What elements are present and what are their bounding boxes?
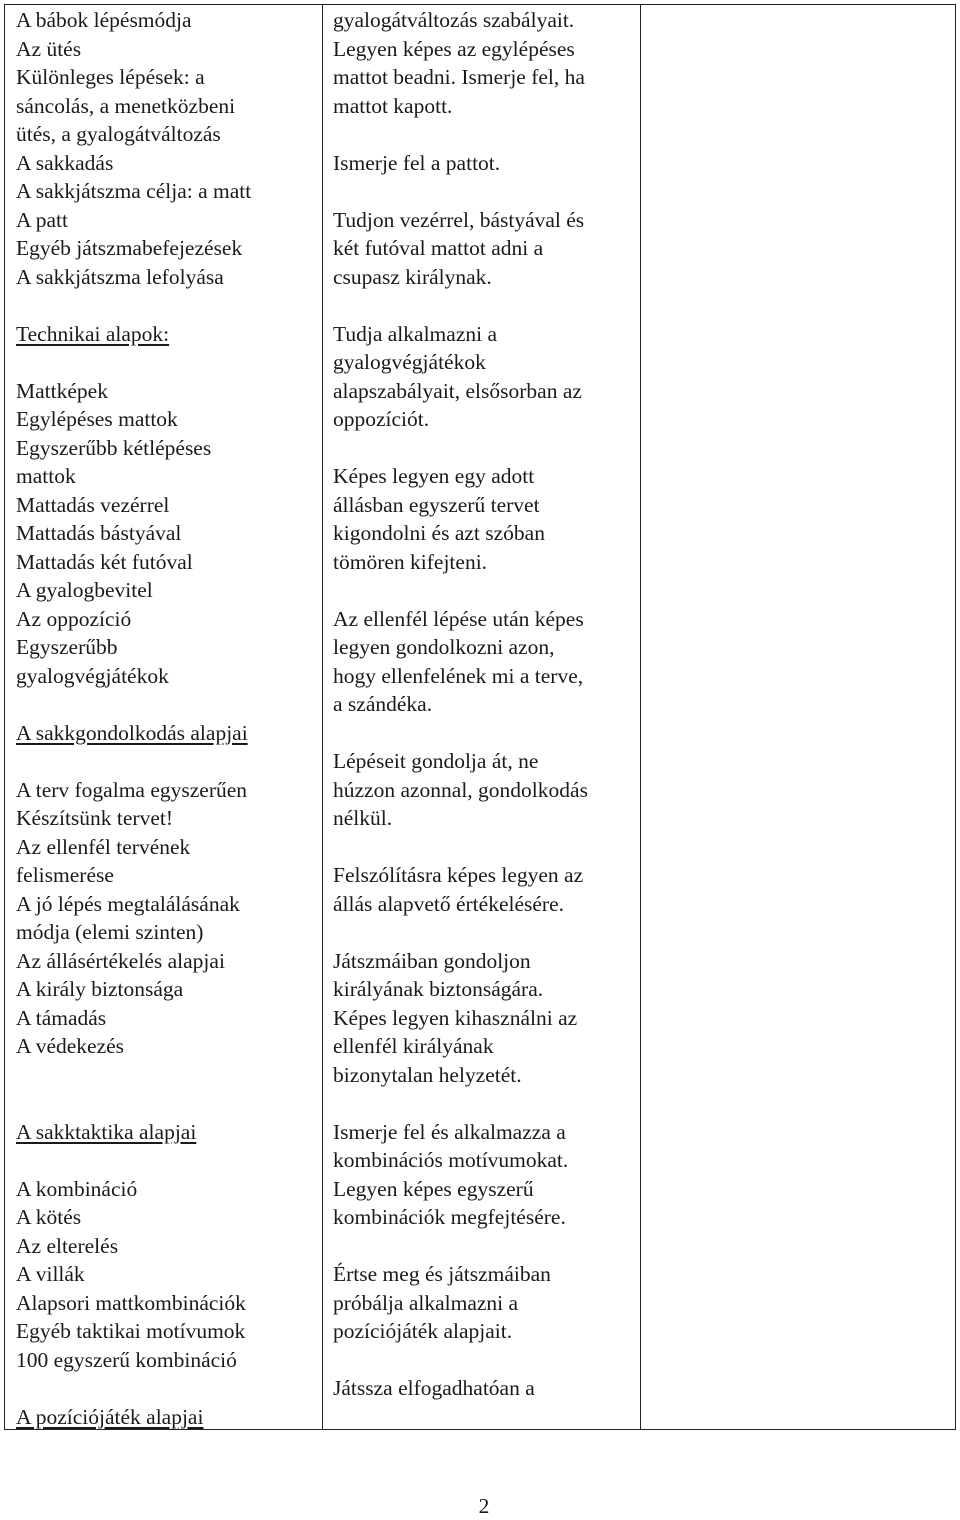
- topic-line: Az ellenfél tervének: [16, 834, 191, 859]
- topic-line: A sakkadás: [16, 150, 114, 175]
- section-heading-sakkgondolkodas: A sakkgondolkodás alapjai: [16, 720, 248, 745]
- spacer: [333, 177, 640, 206]
- notes-column: [641, 5, 955, 1429]
- topic-line: A bábok lépésmódja: [16, 8, 192, 32]
- topic-line: Egyéb játszmabefejezések: [16, 236, 243, 260]
- requirement-line: Játszmáiban gondoljon: [333, 948, 531, 973]
- requirement-line: Legyen képes az egylépéses: [333, 36, 575, 61]
- requirement-line: kombinációk megfejtésére.: [333, 1205, 566, 1229]
- spacer: [333, 576, 640, 605]
- requirement-line: Képes legyen kihasználni az: [333, 1005, 578, 1030]
- topic-line: gyalogvégjátékok: [16, 663, 169, 688]
- requirement-line: mattot kapott.: [333, 93, 453, 118]
- topic-line: Az oppozíció: [16, 606, 132, 631]
- spacer: [333, 719, 640, 748]
- requirement-line: Ismerje fel a pattot.: [333, 150, 501, 175]
- topic-line: Mattadás vezérrel: [16, 492, 170, 517]
- topics-column: [5, 5, 323, 1429]
- requirement-line: állásban egyszerű tervet: [333, 492, 540, 517]
- spacer: [333, 1232, 640, 1261]
- spacer: [16, 348, 322, 377]
- requirement-line: kombinációs motívumokat.: [333, 1148, 569, 1172]
- spacer: [16, 1374, 322, 1403]
- topic-line: Mattadás bástyával: [16, 521, 182, 545]
- topic-line: A villák: [16, 1262, 85, 1286]
- requirement-line: gyalogvégjátékok: [333, 350, 486, 374]
- requirements-column: [323, 5, 641, 1429]
- topic-line: A terv fogalma egyszerűen: [16, 777, 248, 802]
- requirement-line: Ismerje fel és alkalmazza a: [333, 1119, 566, 1144]
- topic-line: Mattképek: [16, 378, 108, 403]
- spacer: [333, 434, 640, 463]
- topic-line: 100 egyszerű kombináció: [16, 1347, 237, 1372]
- page-number: 2: [478, 1494, 490, 1518]
- spacer: [16, 747, 322, 776]
- topic-line: Alapsori mattkombinációk: [16, 1290, 246, 1315]
- topic-line: módja (elemi szinten): [16, 920, 204, 944]
- topic-line: A jó lépés megtalálásának: [16, 891, 240, 916]
- topic-line: Egyszerűbb kétlépéses: [16, 435, 212, 460]
- requirement-line: gyalogátváltozás szabályait.: [333, 8, 575, 32]
- topic-line: Az állásértékelés alapjai: [16, 948, 225, 973]
- topics-cell: [5, 5, 322, 1431]
- requirement-line: Játssza elfogadhatóan a: [333, 1376, 535, 1400]
- spacer: [333, 1346, 640, 1375]
- topic-line: felismerése: [16, 863, 114, 887]
- topic-line: Készítsünk tervet!: [16, 806, 174, 830]
- topic-line: ütés, a gyalogátváltozás: [16, 122, 221, 146]
- topic-line: A támadás: [16, 1005, 107, 1030]
- topic-line: A kötés: [16, 1205, 82, 1229]
- requirement-line: Felszólításra képes legyen az: [333, 863, 584, 887]
- requirement-line: két futóval mattot adni a: [333, 236, 544, 260]
- topic-line: A gyalogbevitel: [16, 578, 153, 602]
- topic-line: mattok: [16, 464, 76, 488]
- requirements-cell: [323, 5, 640, 1403]
- spacer: [16, 690, 322, 719]
- topic-line: A sakkjátszma célja: a matt: [16, 179, 252, 203]
- spacer: [16, 1146, 322, 1175]
- topic-line: A király biztonsága: [16, 977, 184, 1001]
- requirement-line: mattot beadni. Ismerje fel, ha: [333, 65, 585, 89]
- requirement-line: Képes legyen egy adott: [333, 464, 535, 488]
- requirement-line: Az ellenfél lépése után képes: [333, 606, 584, 631]
- requirement-line: Lépéseit gondolja át, ne: [333, 749, 539, 773]
- section-heading-sakktaktika: A sakktaktika alapjai: [16, 1119, 197, 1144]
- topic-line: A kombináció: [16, 1176, 138, 1201]
- requirement-line: bizonytalan helyzetét.: [333, 1062, 522, 1087]
- requirement-line: állás alapvető értékelésére.: [333, 891, 564, 916]
- topic-line: Egyéb taktikai motívumok: [16, 1319, 246, 1343]
- requirement-line: csupasz királynak.: [333, 264, 492, 289]
- requirement-line: húzzon azonnal, gondolkodás: [333, 777, 588, 802]
- topic-line: Az ütés: [16, 36, 82, 61]
- requirement-line: oppozíciót.: [333, 407, 430, 431]
- section-heading-technikai: Technikai alapok:: [16, 321, 170, 346]
- requirement-line: Legyen képes egyszerű: [333, 1176, 534, 1201]
- requirement-line: legyen gondolkozni azon,: [333, 635, 555, 659]
- requirement-line: ellenfél királyának: [333, 1034, 494, 1058]
- requirement-line: a szándéka.: [333, 692, 433, 716]
- topic-line: Az elterelés: [16, 1233, 119, 1258]
- spacer: [16, 1061, 322, 1090]
- requirement-line: próbálja alkalmazni a: [333, 1290, 519, 1315]
- spacer: [333, 833, 640, 862]
- topic-line: Különleges lépések: a: [16, 65, 205, 89]
- requirement-line: tömören kifejteni.: [333, 549, 488, 574]
- requirement-line: Tudjon vezérrel, bástyával és: [333, 207, 585, 232]
- spacer: [333, 1089, 640, 1118]
- topic-line: Egyszerűbb: [16, 635, 118, 659]
- topic-line: A patt: [16, 207, 68, 232]
- spacer: [16, 1089, 322, 1118]
- requirement-line: királyának biztonságára.: [333, 977, 544, 1001]
- requirement-line: alapszabályait, elsősorban az: [333, 378, 582, 403]
- requirement-line: kigondolni és azt szóban: [333, 521, 545, 545]
- requirement-line: hogy ellenfelének mi a terve,: [333, 663, 584, 688]
- topic-line: Egylépéses mattok: [16, 407, 178, 431]
- requirement-line: Értse meg és játszmáiban: [333, 1262, 551, 1286]
- requirement-line: nélkül.: [333, 806, 393, 830]
- topic-line: Mattadás két futóval: [16, 549, 193, 574]
- requirement-line: Tudja alkalmazni a: [333, 321, 498, 346]
- spacer: [333, 120, 640, 149]
- spacer: [333, 918, 640, 947]
- spacer: [16, 291, 322, 320]
- spacer: [333, 291, 640, 320]
- section-heading-poziciojatek: A pozíciójáték alapjai: [16, 1404, 204, 1429]
- topic-line: A védekezés: [16, 1034, 125, 1058]
- topic-line: A sakkjátszma lefolyása: [16, 264, 224, 289]
- topic-line: sáncolás, a menetközbeni: [16, 93, 236, 118]
- requirement-line: pozíciójáték alapjait.: [333, 1319, 513, 1343]
- content-table: [4, 4, 956, 1430]
